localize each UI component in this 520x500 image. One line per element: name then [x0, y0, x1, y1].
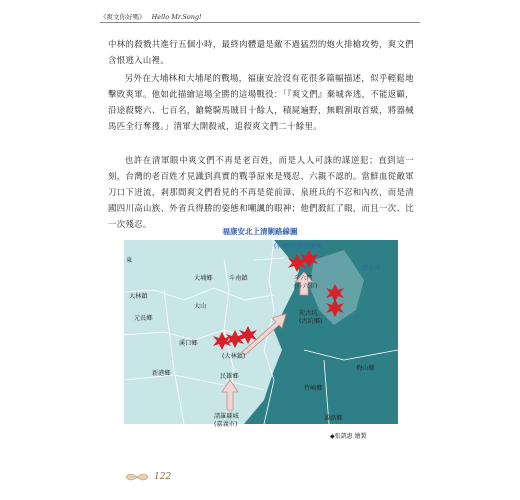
label-qingshui: 清水溪	[362, 265, 381, 272]
label-douliumen-sub: (斗六市)	[294, 283, 318, 290]
label-dalin2: (大林鎮)	[222, 353, 246, 360]
route-map	[124, 240, 398, 428]
label-dapu: 大埔鄉	[194, 275, 213, 282]
label-gukeng: 崁古坑	[299, 310, 318, 317]
label-zhuluo: 諸羅縣城	[214, 413, 239, 420]
map-title: 福康安北上清剿路線圖	[222, 227, 298, 236]
header-rule	[100, 22, 420, 23]
label-yuanchang: 元長鄉	[134, 315, 153, 322]
route-map-svg	[124, 240, 398, 428]
page-number: 122	[154, 472, 172, 482]
label-dalinzhen: 大林鎮	[129, 293, 148, 300]
paragraph-3	[108, 152, 414, 232]
paragraph-text: 另外在大埔林和大埔尾的戰場，福康安詮沒有花很多篇幅描述，似乎輕鬆地擊敗爽軍。他如此描繪這場全勝的這場戰役：「『爽文們』棄城奔逃，不能返顧，沿途殺斃六、七百名，鎗斃騎馬賊目十餘人，積屍遍野，無暇割取首級，將器械馬匹全行奪獲。」清軍大開殺戒，追殺爽文們二十餘里。	[108, 73, 414, 131]
label-shiliu: (石榴班汛)虎尾溪	[274, 243, 323, 250]
label-fanlu: 番路鄉	[324, 415, 343, 422]
label-douliumen: 斗六門	[294, 275, 313, 282]
paragraph-text: 中林的殺戮共進行五個小時，最終肉體還是敵不過猛烈的炮火排槍攻勢，爽文們含恨逃入山裡。	[108, 39, 414, 65]
label-gukeng-sub: (古坑鄉)	[299, 318, 323, 325]
paragraph-2	[108, 70, 414, 134]
running-header	[100, 12, 206, 21]
map-credit: ◆張凱惠 繪製	[330, 433, 367, 440]
paragraph-1	[108, 36, 414, 68]
label-xikou: 溪口鄉	[179, 340, 198, 347]
label-zhuqi: 竹崎鄉	[304, 385, 323, 392]
book-title: 《爽文你好嗎》	[100, 13, 146, 21]
page-ornament-icon	[124, 470, 150, 484]
label-meishan: 梅山鄉	[356, 365, 375, 372]
label-dashan: 大山	[194, 303, 207, 310]
book-subtitle: Hello Mr.Song!	[151, 13, 202, 21]
paragraph-text: 也許在清軍眼中爽文們不再是老百姓，而是人人可誅的謀逆犯；直到這一刻，台灣的老百姓才見識到真實的戰爭原來是殘忍、六親不認的。當鮮血從敵軍刀口下迸流，剎那間爽文們看見的不再是從前漳、泉班兵的不忍和內疚，而是清國四川高山族、外省兵得勝的姿態和嘲諷的眼神；他們殺紅了眼，而且一次、比一次殘忍。	[108, 155, 414, 229]
label-xingang: 新港鄉	[152, 370, 171, 377]
label-shihua: 石仔	[348, 315, 361, 322]
label-douxian: 斗南鎮	[229, 275, 248, 282]
label-zhuluo-sub: (嘉義市)	[214, 421, 238, 428]
label-dongyong: 東	[126, 257, 133, 264]
label-minxiong: 民雄鄉	[220, 373, 239, 380]
